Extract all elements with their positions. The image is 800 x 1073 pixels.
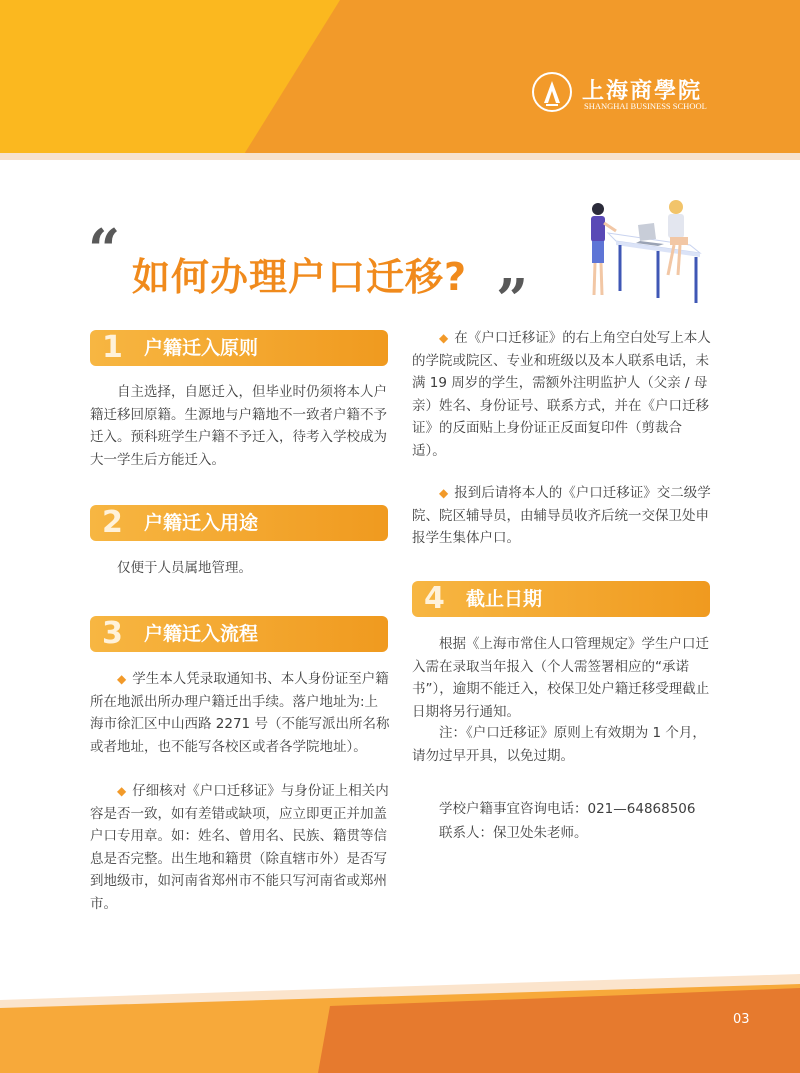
section-number: 3	[102, 616, 123, 651]
paragraph	[412, 633, 712, 723]
section-title: 户籍迁入原则	[144, 337, 259, 359]
title-close-quote: ”	[496, 267, 529, 333]
section-number: 1	[102, 330, 123, 365]
paragraph-text: 学生本人凭录取通知书、本人身份证至户籍所在地派出所办理户籍迁出手续。落户地址为:上海市徐汇区中山西路 2271 号（不能写派出所名称或者地址，也不能写各校区或者各学院地址）。	[90, 671, 390, 755]
header-divider	[0, 153, 800, 160]
paragraph-text: 联系人：保卫处朱老师。	[439, 825, 588, 841]
paragraph	[90, 381, 390, 471]
logo-english-name: SHANGHAI BUSINESS SCHOOL	[584, 101, 707, 111]
section-header-4	[412, 581, 710, 617]
university-seal-icon	[532, 72, 572, 112]
footer-banner	[0, 970, 800, 1073]
paragraph-text: 学校户籍事宜咨询电话：021—64868506	[439, 801, 696, 817]
paragraph-text: 报到后请将本人的《户口迁移证》交二级学院、院区辅导员，由辅导员收齐后统一交保卫处申报学生集体户口。	[412, 485, 711, 546]
header-banner	[0, 0, 800, 160]
diamond-bullet-icon: ◆	[439, 486, 449, 500]
section-number: 4	[424, 581, 445, 616]
diamond-bullet-icon: ◆	[117, 784, 127, 798]
paragraph-text: 自主选择，自愿迁入，但毕业时仍须将本人户籍迁移回原籍。生源地与户籍地不一致者户籍不予迁入。预科班学生户籍不予迁入，待考入学校成为大一学生后方能迁入。	[90, 384, 387, 468]
section-header-3	[90, 616, 388, 652]
bullet-paragraph	[90, 668, 390, 758]
paragraph-text: 根据《上海市常住人口管理规定》学生户口迁入需在录取当年报入（个人需签署相应的“承诺书”），逾期不能迁入，校保卫处户籍迁移受理截止日期将另行通知。	[412, 636, 710, 720]
paragraph-text: 仅便于人员属地管理。	[117, 560, 252, 576]
title-open-quote: “	[88, 217, 121, 283]
diamond-bullet-icon: ◆	[439, 331, 449, 345]
section-title: 户籍迁入流程	[144, 623, 259, 645]
bullet-paragraph	[412, 327, 712, 462]
paragraph-text: 注：《户口迁移证》原则上有效期为 1 个月，请勿过早开具，以免过期。	[412, 725, 706, 764]
bullet-paragraph	[412, 482, 712, 550]
page-number: 03	[733, 1012, 750, 1027]
section-header-1	[90, 330, 388, 366]
contact-phone	[412, 798, 712, 821]
section-number: 2	[102, 505, 123, 540]
paragraph-text: 在《户口迁移证》的右上角空白处写上本人的学院或院区、专业和班级以及本人联系电话，未满 19 周岁的学生，需额外注明监护人（父亲 / 母亲）姓名、身份证号、联系方式，并在《户口迁移证》的反面贴上身份证正反面复印件（剪裁合适）。	[412, 330, 711, 459]
paragraph-text: 仔细核对《户口迁移证》与身份证上相关内容是否一致，如有差错或缺项，应立即更正并加盖户口专用章。如：姓名、曾用名、民族、籍贯等信息是否完整。出生地和籍贯（除直辖市外）是否写到地级市，如河南省郑州市不能只写河南省或郑州市。	[90, 783, 389, 912]
section-title: 截止日期	[466, 588, 543, 610]
school-logo	[532, 72, 722, 118]
page-title: 如何办理户口迁移?	[132, 255, 468, 299]
office-meeting-illustration	[580, 195, 710, 310]
diamond-bullet-icon: ◆	[117, 672, 127, 686]
paragraph	[90, 557, 390, 580]
logo-chinese-name: 上海商學院	[582, 78, 703, 104]
contact-person	[412, 822, 712, 845]
note-paragraph	[412, 722, 712, 767]
bullet-paragraph	[90, 780, 390, 915]
section-title: 户籍迁入用途	[144, 512, 259, 534]
section-header-2	[90, 505, 388, 541]
